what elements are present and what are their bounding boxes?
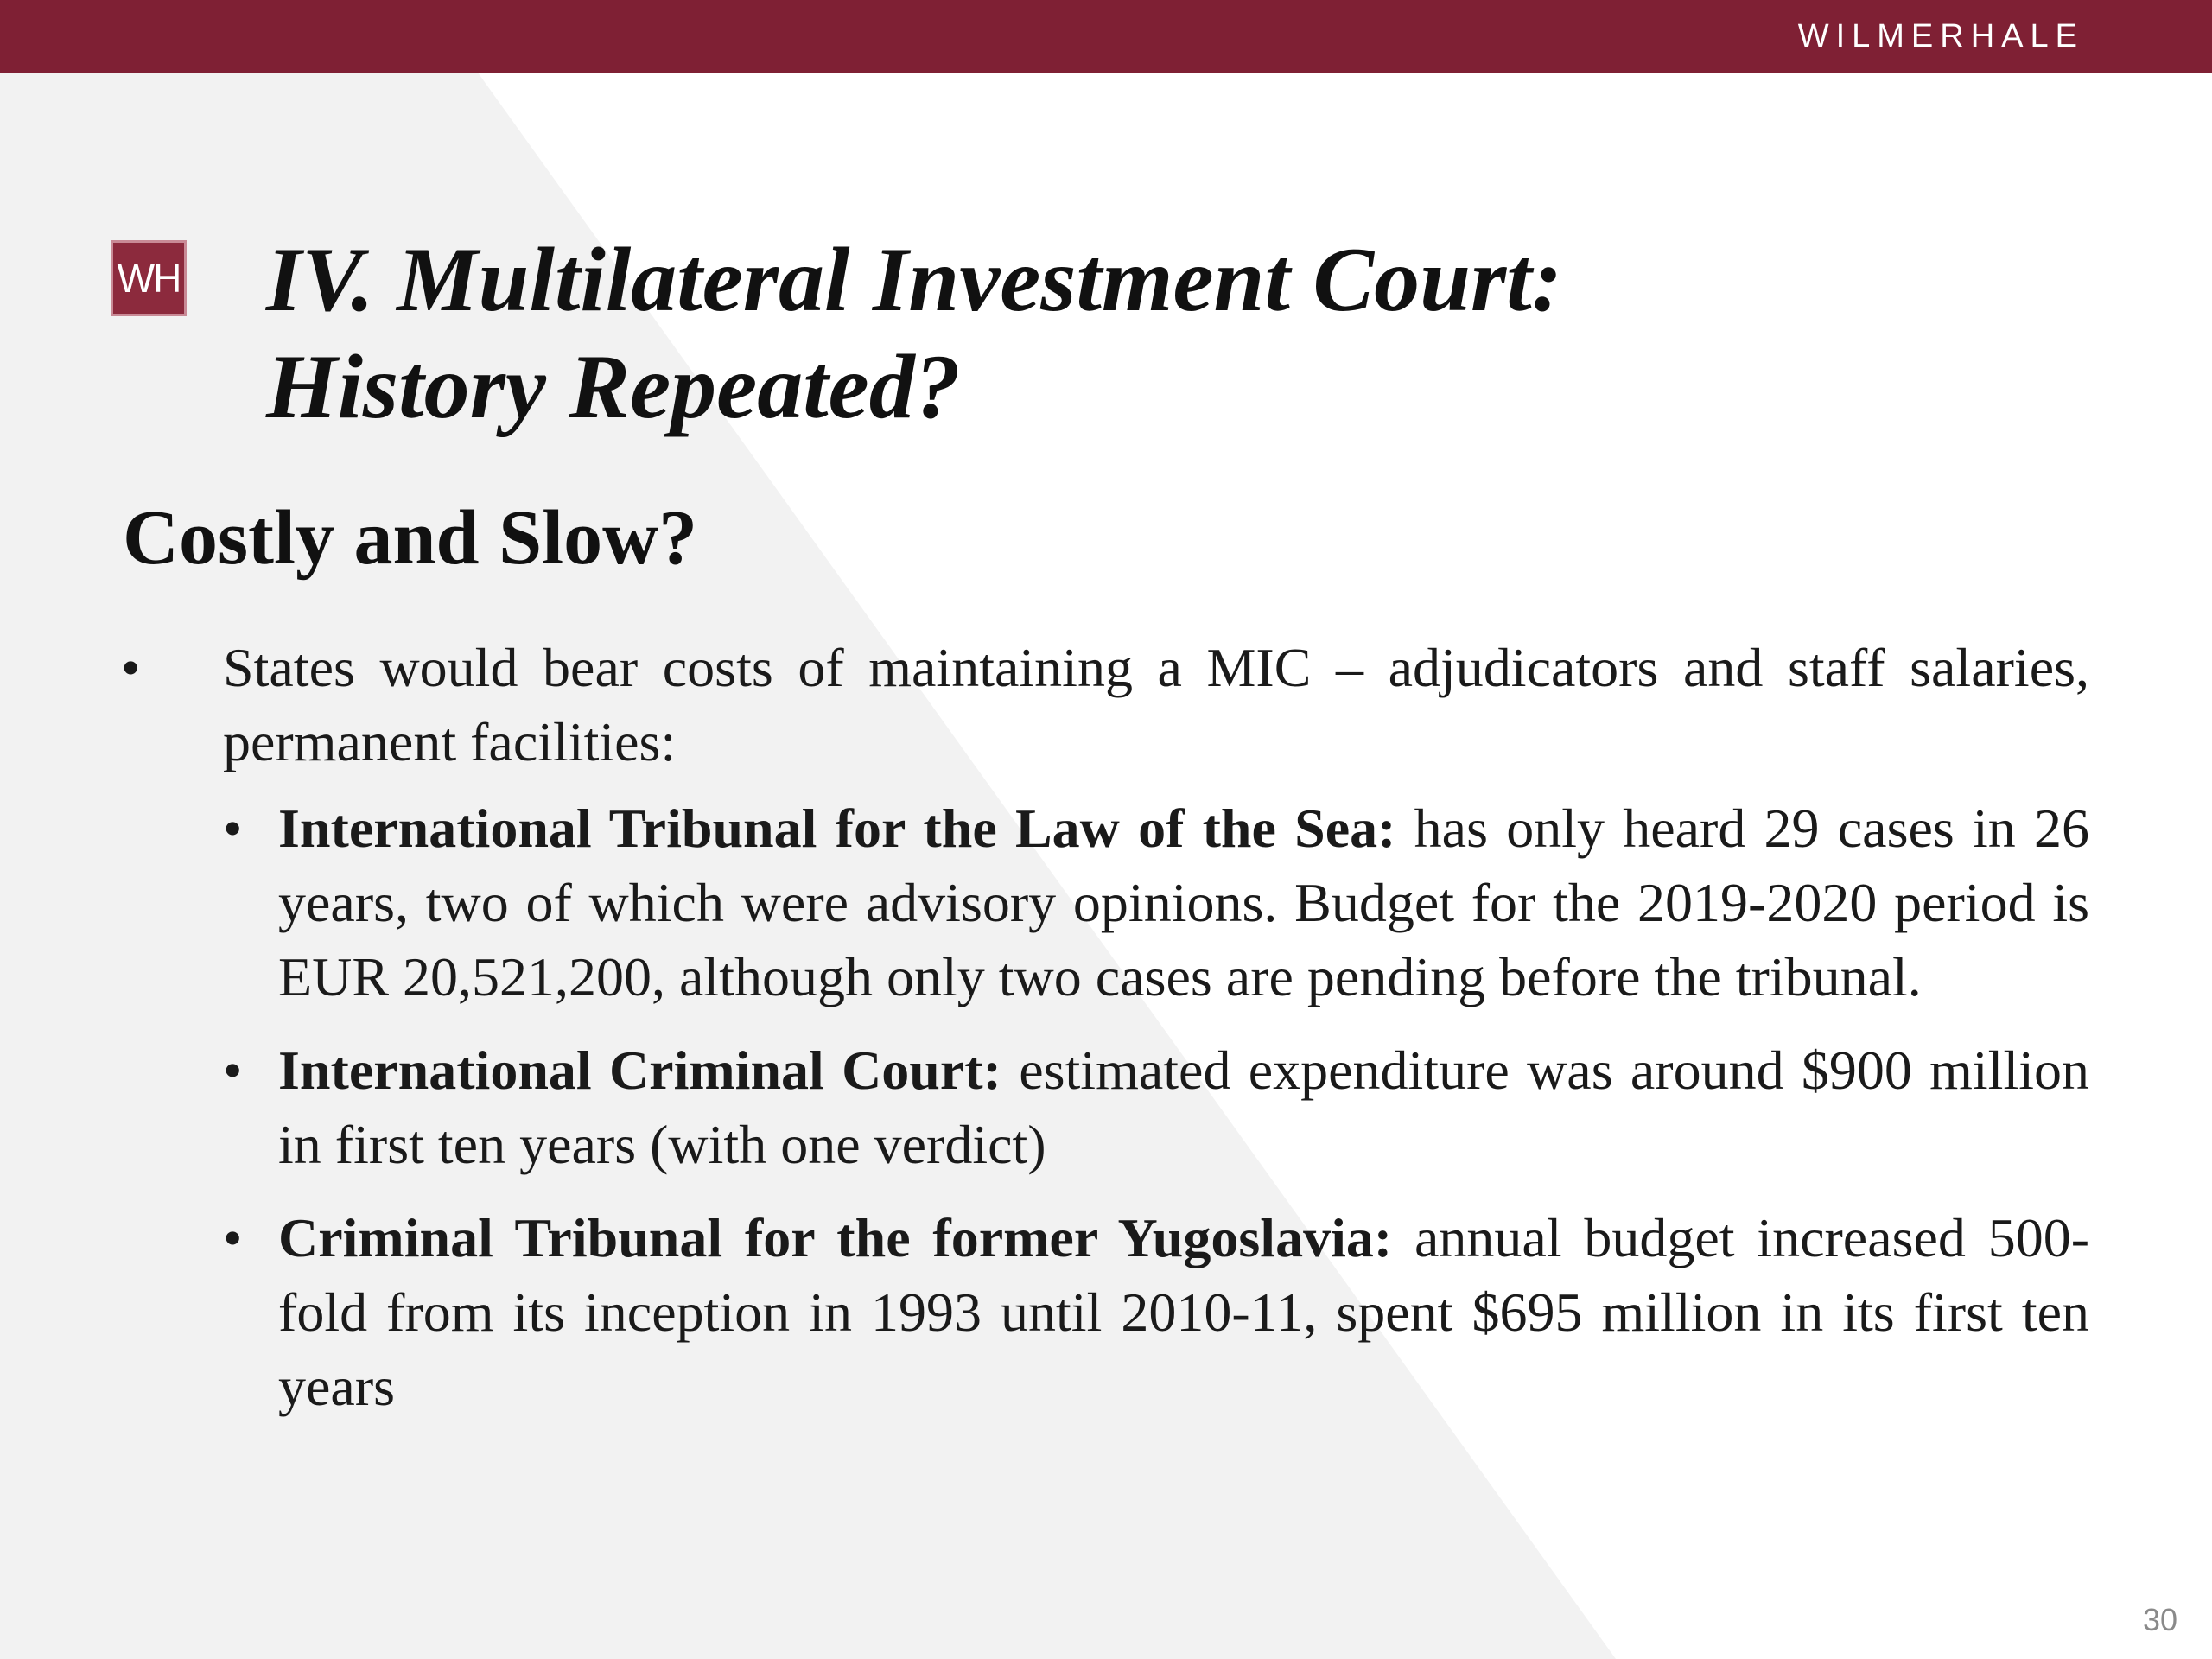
- sub-bullet-text: has only heard 29 cases in 26 years, two of which were advisory opinions. Budget for the 2019-2020 period is EUR 20,521,200, although only two cases are pending before the tribunal.: [278, 798, 2090, 1007]
- slide-content: [121, 631, 2089, 1443]
- sub-bullet-itlos: [223, 791, 2089, 1014]
- brand-name: WILMERHALE: [1797, 18, 2084, 54]
- bullet-marker: •: [223, 1039, 243, 1101]
- section-heading: Costly and Slow?: [123, 495, 698, 581]
- sub-bullet-icty: [223, 1201, 2089, 1424]
- slide-title: [266, 226, 2081, 441]
- bullet-marker: •: [121, 637, 141, 698]
- bullet-marker: •: [223, 1207, 243, 1268]
- sub-bullet-list: [121, 791, 2089, 1424]
- header-bar: [0, 0, 2212, 73]
- page-number: 30: [2142, 1602, 2177, 1637]
- main-bullet-text: States would bear costs of maintaining a MIC – adjudicators and staff salaries, permanent facilities:: [223, 637, 2089, 772]
- wh-logo-icon: WH: [111, 240, 187, 316]
- slide-title-line-1: IV. Multilateral Investment Court:: [266, 229, 1563, 330]
- sub-bullet-heading: Criminal Tribunal for the former Yugoslavia:: [278, 1207, 1393, 1268]
- main-bullet: [121, 631, 2089, 779]
- sub-bullet-heading: International Criminal Court:: [278, 1039, 1001, 1101]
- sub-bullet-icc: [223, 1033, 2089, 1182]
- sub-bullet-text: estimated expenditure was around $900 million in first ten years (with one verdict): [278, 1039, 2090, 1175]
- slide-title-line-2: History Repeated?: [266, 336, 961, 437]
- sub-bullet-text: annual budget increased 500-fold from its inception in 1993 until 2010-11, spent $695 million in its first ten years: [278, 1207, 2090, 1417]
- sub-bullet-heading: International Tribunal for the Law of the Sea:: [278, 798, 1396, 859]
- bullet-marker: •: [223, 798, 243, 859]
